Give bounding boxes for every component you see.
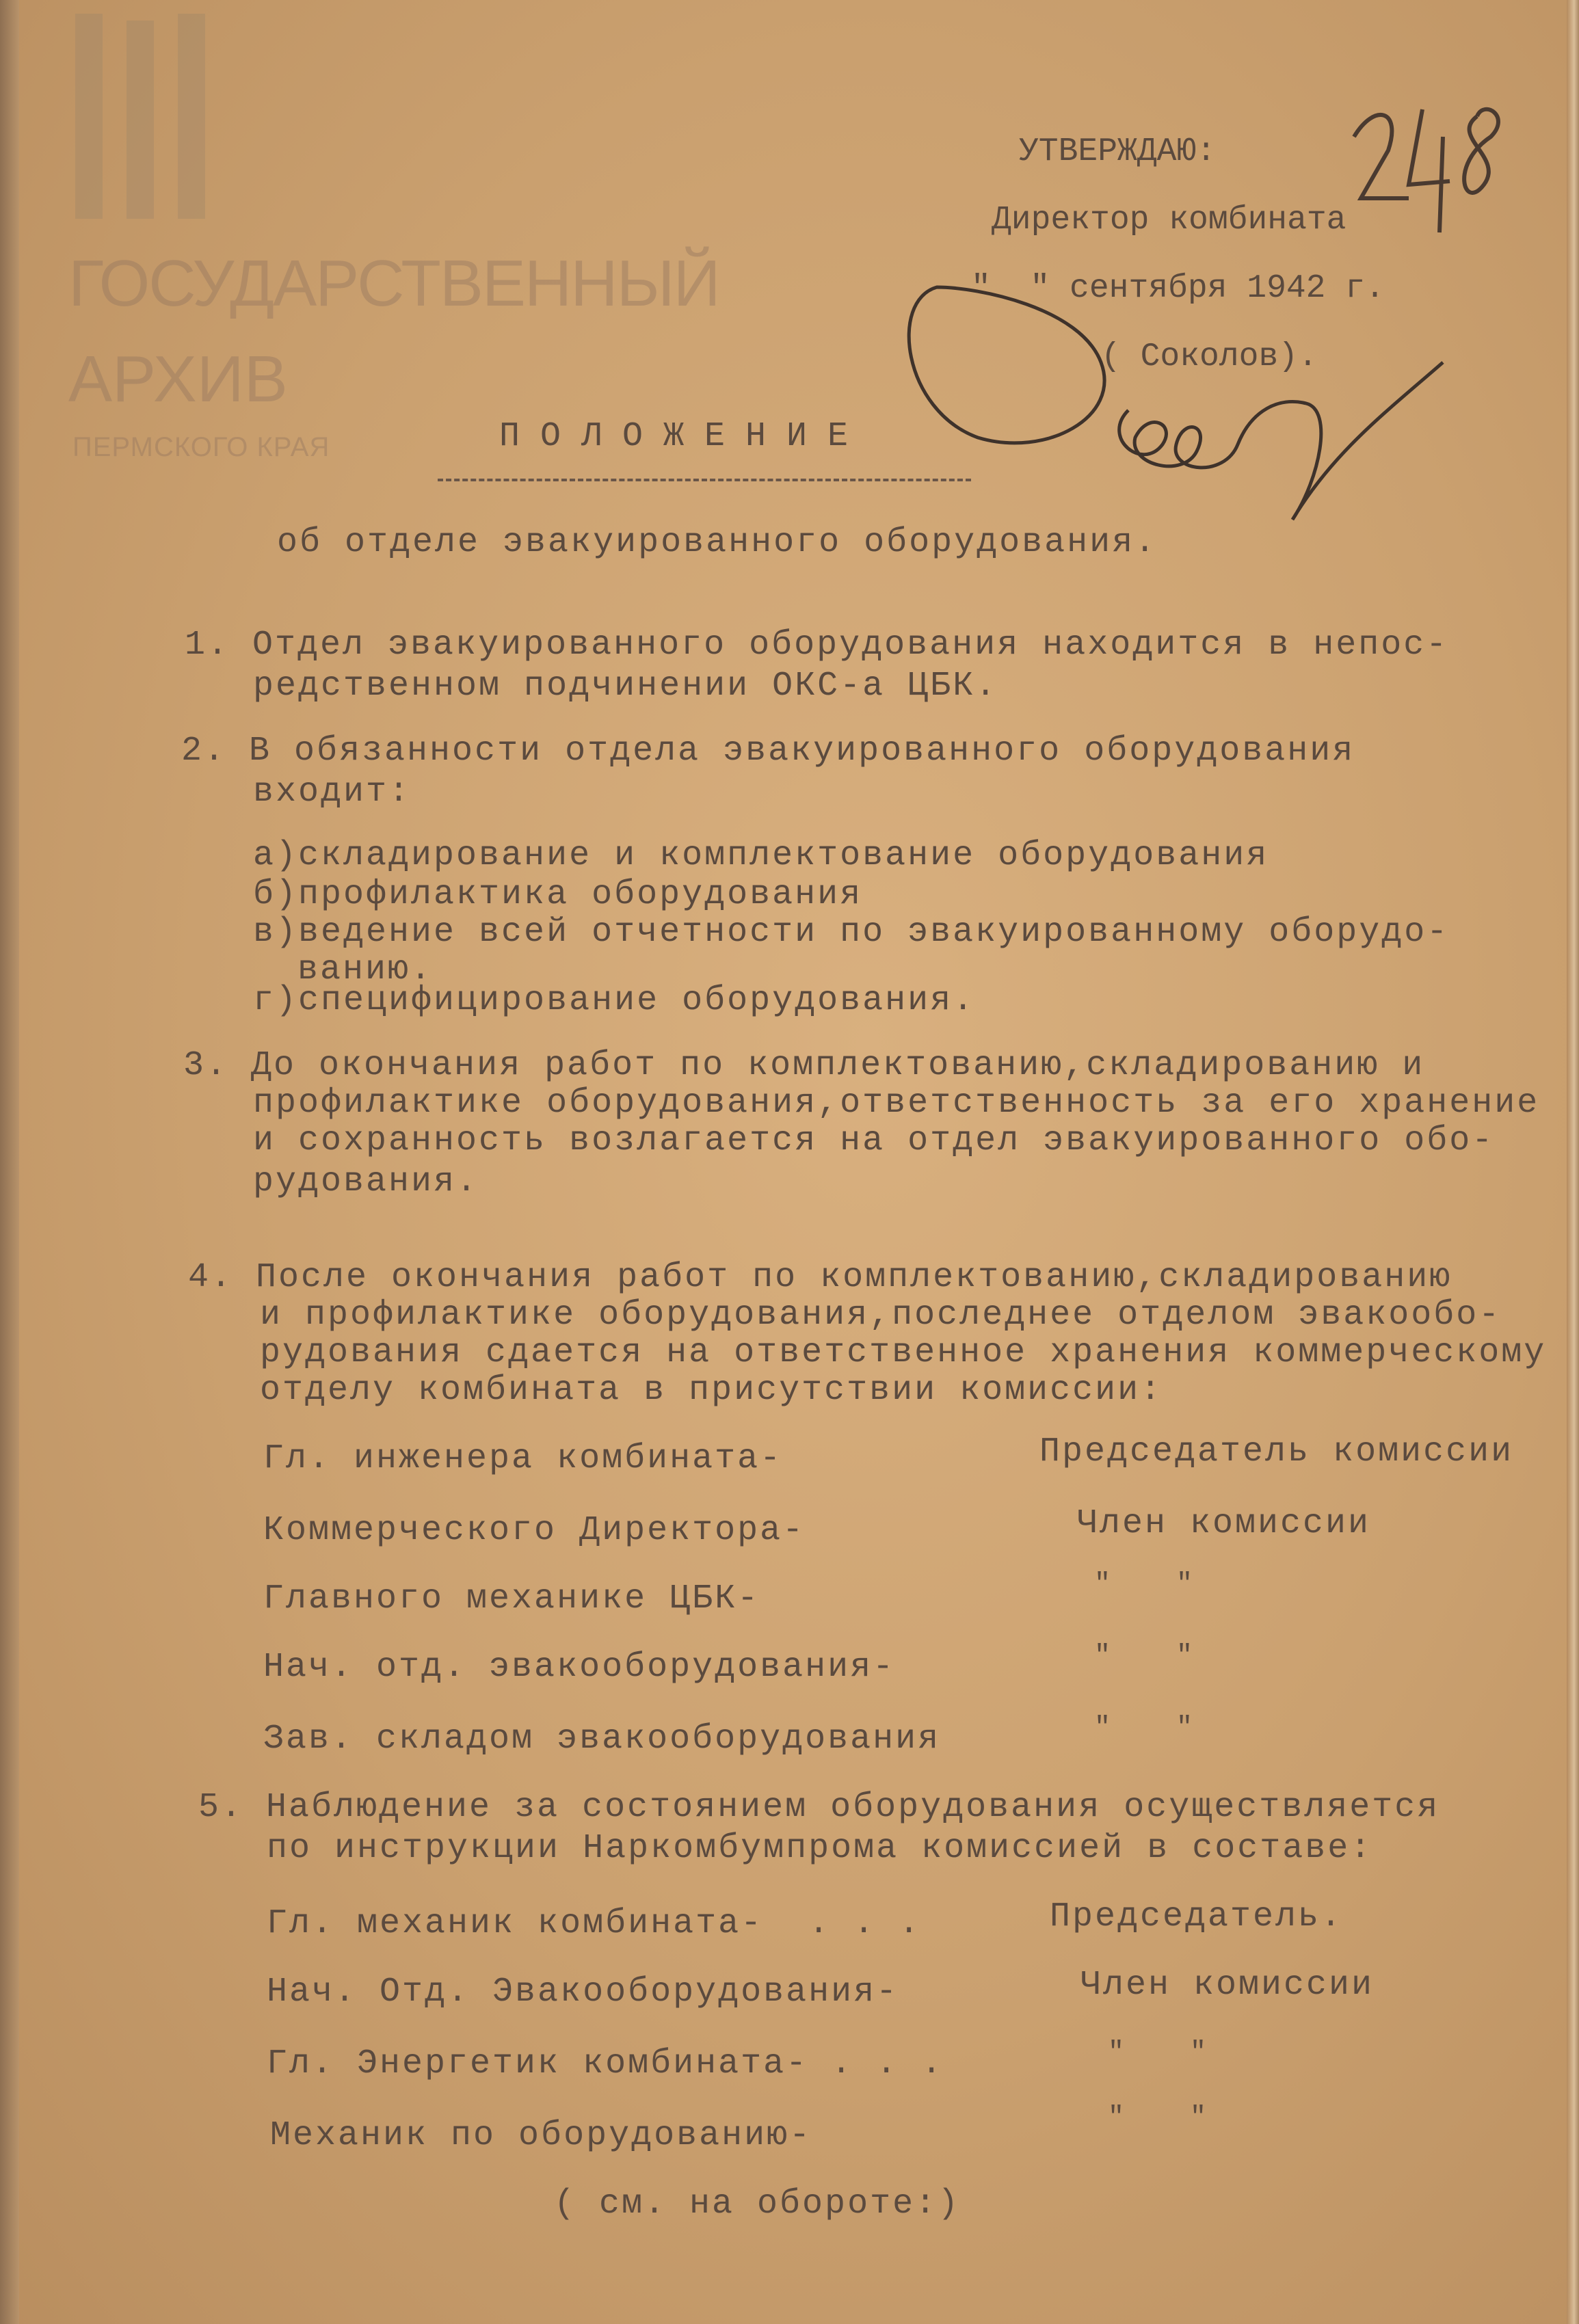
commission1-name-2: Коммерческого Директора- — [263, 1511, 806, 1550]
item-1-line-1: 1. Отдел эвакуированного оборудования находится в непос- — [185, 626, 1449, 665]
commission2-role-4: " " — [1108, 2102, 1207, 2133]
watermark-line-2: АРХИВ — [68, 343, 288, 416]
commission2-name-2: Нач. Отд. Эвакооборудования- — [267, 1973, 899, 2012]
commission1-name-5: Зав. складом эвакооборудования — [263, 1720, 941, 1759]
commission2-role-1: Председатель. — [1050, 1897, 1344, 1936]
approval-date: " " сентября 1942 г. — [971, 270, 1385, 307]
commission1-role-4: " " — [1094, 1641, 1193, 1672]
approval-name: ( Соколов). — [1101, 338, 1318, 375]
commission1-role-5: " " — [1094, 1713, 1193, 1744]
item-3-line-4: рудования. — [253, 1162, 479, 1201]
commission2-name-4: Механик по оборудованию- — [270, 2116, 812, 2155]
commission1-role-1: Председатель комиссии — [1039, 1432, 1514, 1471]
commission1-role-3: " " — [1094, 1569, 1193, 1600]
approval-label: УТВЕРЖДАЮ: — [1019, 133, 1217, 170]
item-3-line-2: профилактике оборудования,ответственность за его хранение — [253, 1084, 1540, 1123]
item-4-line-3: рудования сдается на ответственное хранения коммерческому — [260, 1333, 1547, 1372]
item-2-line-1: 2. В обязанности отдела эвакуированного оборудования — [181, 732, 1355, 771]
commission2-role-3: " " — [1108, 2038, 1207, 2068]
paper-right-edge — [1567, 0, 1579, 2324]
commission1-role-2: Член комиссии — [1077, 1504, 1371, 1543]
commission2-role-2: Член комиссии — [1080, 1966, 1375, 2005]
document-title: ПОЛОЖЕНИЕ — [499, 417, 869, 456]
title-underline — [438, 479, 971, 481]
item-4-line-4: отделу комбината в присутствии комиссии: — [260, 1371, 1163, 1410]
item-3-line-1: 3. До окончания работ по комплектованию,складированию и — [183, 1046, 1425, 1085]
approval-position: Директор комбината — [992, 202, 1346, 239]
watermark-line-3: ПЕРМСКОГО КРАЯ — [72, 432, 330, 462]
watermark-line-1: ГОСУДАРСТВЕННЫЙ — [68, 247, 719, 320]
item-4-line-2: и профилактике оборудования,последнее отделом эвакообо- — [260, 1296, 1502, 1335]
item-2-line-2: входит: — [253, 773, 412, 812]
item-1-line-2: редственном подчинении ОКС-а ЦБК. — [253, 667, 998, 706]
commission1-name-1: Гл. инженера комбината- — [263, 1439, 783, 1478]
item-2-a: а)складирование и комплектование оборудования — [253, 836, 1269, 875]
archive-watermark — [68, 14, 889, 465]
item-5-line-1: 5. Наблюдение за состоянием оборудования осуществляется — [198, 1788, 1440, 1827]
item-4-line-1: 4. После окончания работ по комплектованию,складированию — [188, 1258, 1452, 1297]
item-2-b: б)профилактика оборудования — [253, 875, 863, 914]
commission2-name-1: Гл. механик комбината- . . . — [267, 1904, 922, 1943]
item-5-line-2: по инструкции Наркомбумпрома комиссией в составе: — [267, 1829, 1373, 1868]
item-2-c-line-1: в)ведение всей отчетности по эвакуированному оборудо- — [253, 913, 1450, 952]
footer-note: ( см. на обороте:) — [554, 2185, 961, 2223]
handwritten-number-248 — [1347, 96, 1511, 260]
commission2-name-3: Гл. Энергетик комбината- . . . — [267, 2044, 944, 2083]
commission1-name-4: Нач. отд. эвакооборудования- — [263, 1648, 896, 1687]
item-3-line-3: и сохранность возлагается на отдел эвакуированного обо- — [253, 1121, 1495, 1160]
commission1-name-3: Главного механике ЦБК- — [263, 1579, 760, 1618]
item-2-c-line-2: ванию. — [297, 950, 434, 989]
director-signature — [896, 273, 1470, 561]
document-subtitle: об отделе эвакуированного оборудования. — [277, 523, 1158, 562]
paper-left-edge — [0, 0, 19, 2324]
item-2-d: г)специфицирование оборудования. — [253, 981, 976, 1020]
archive-columns-logo-icon — [68, 14, 219, 226]
